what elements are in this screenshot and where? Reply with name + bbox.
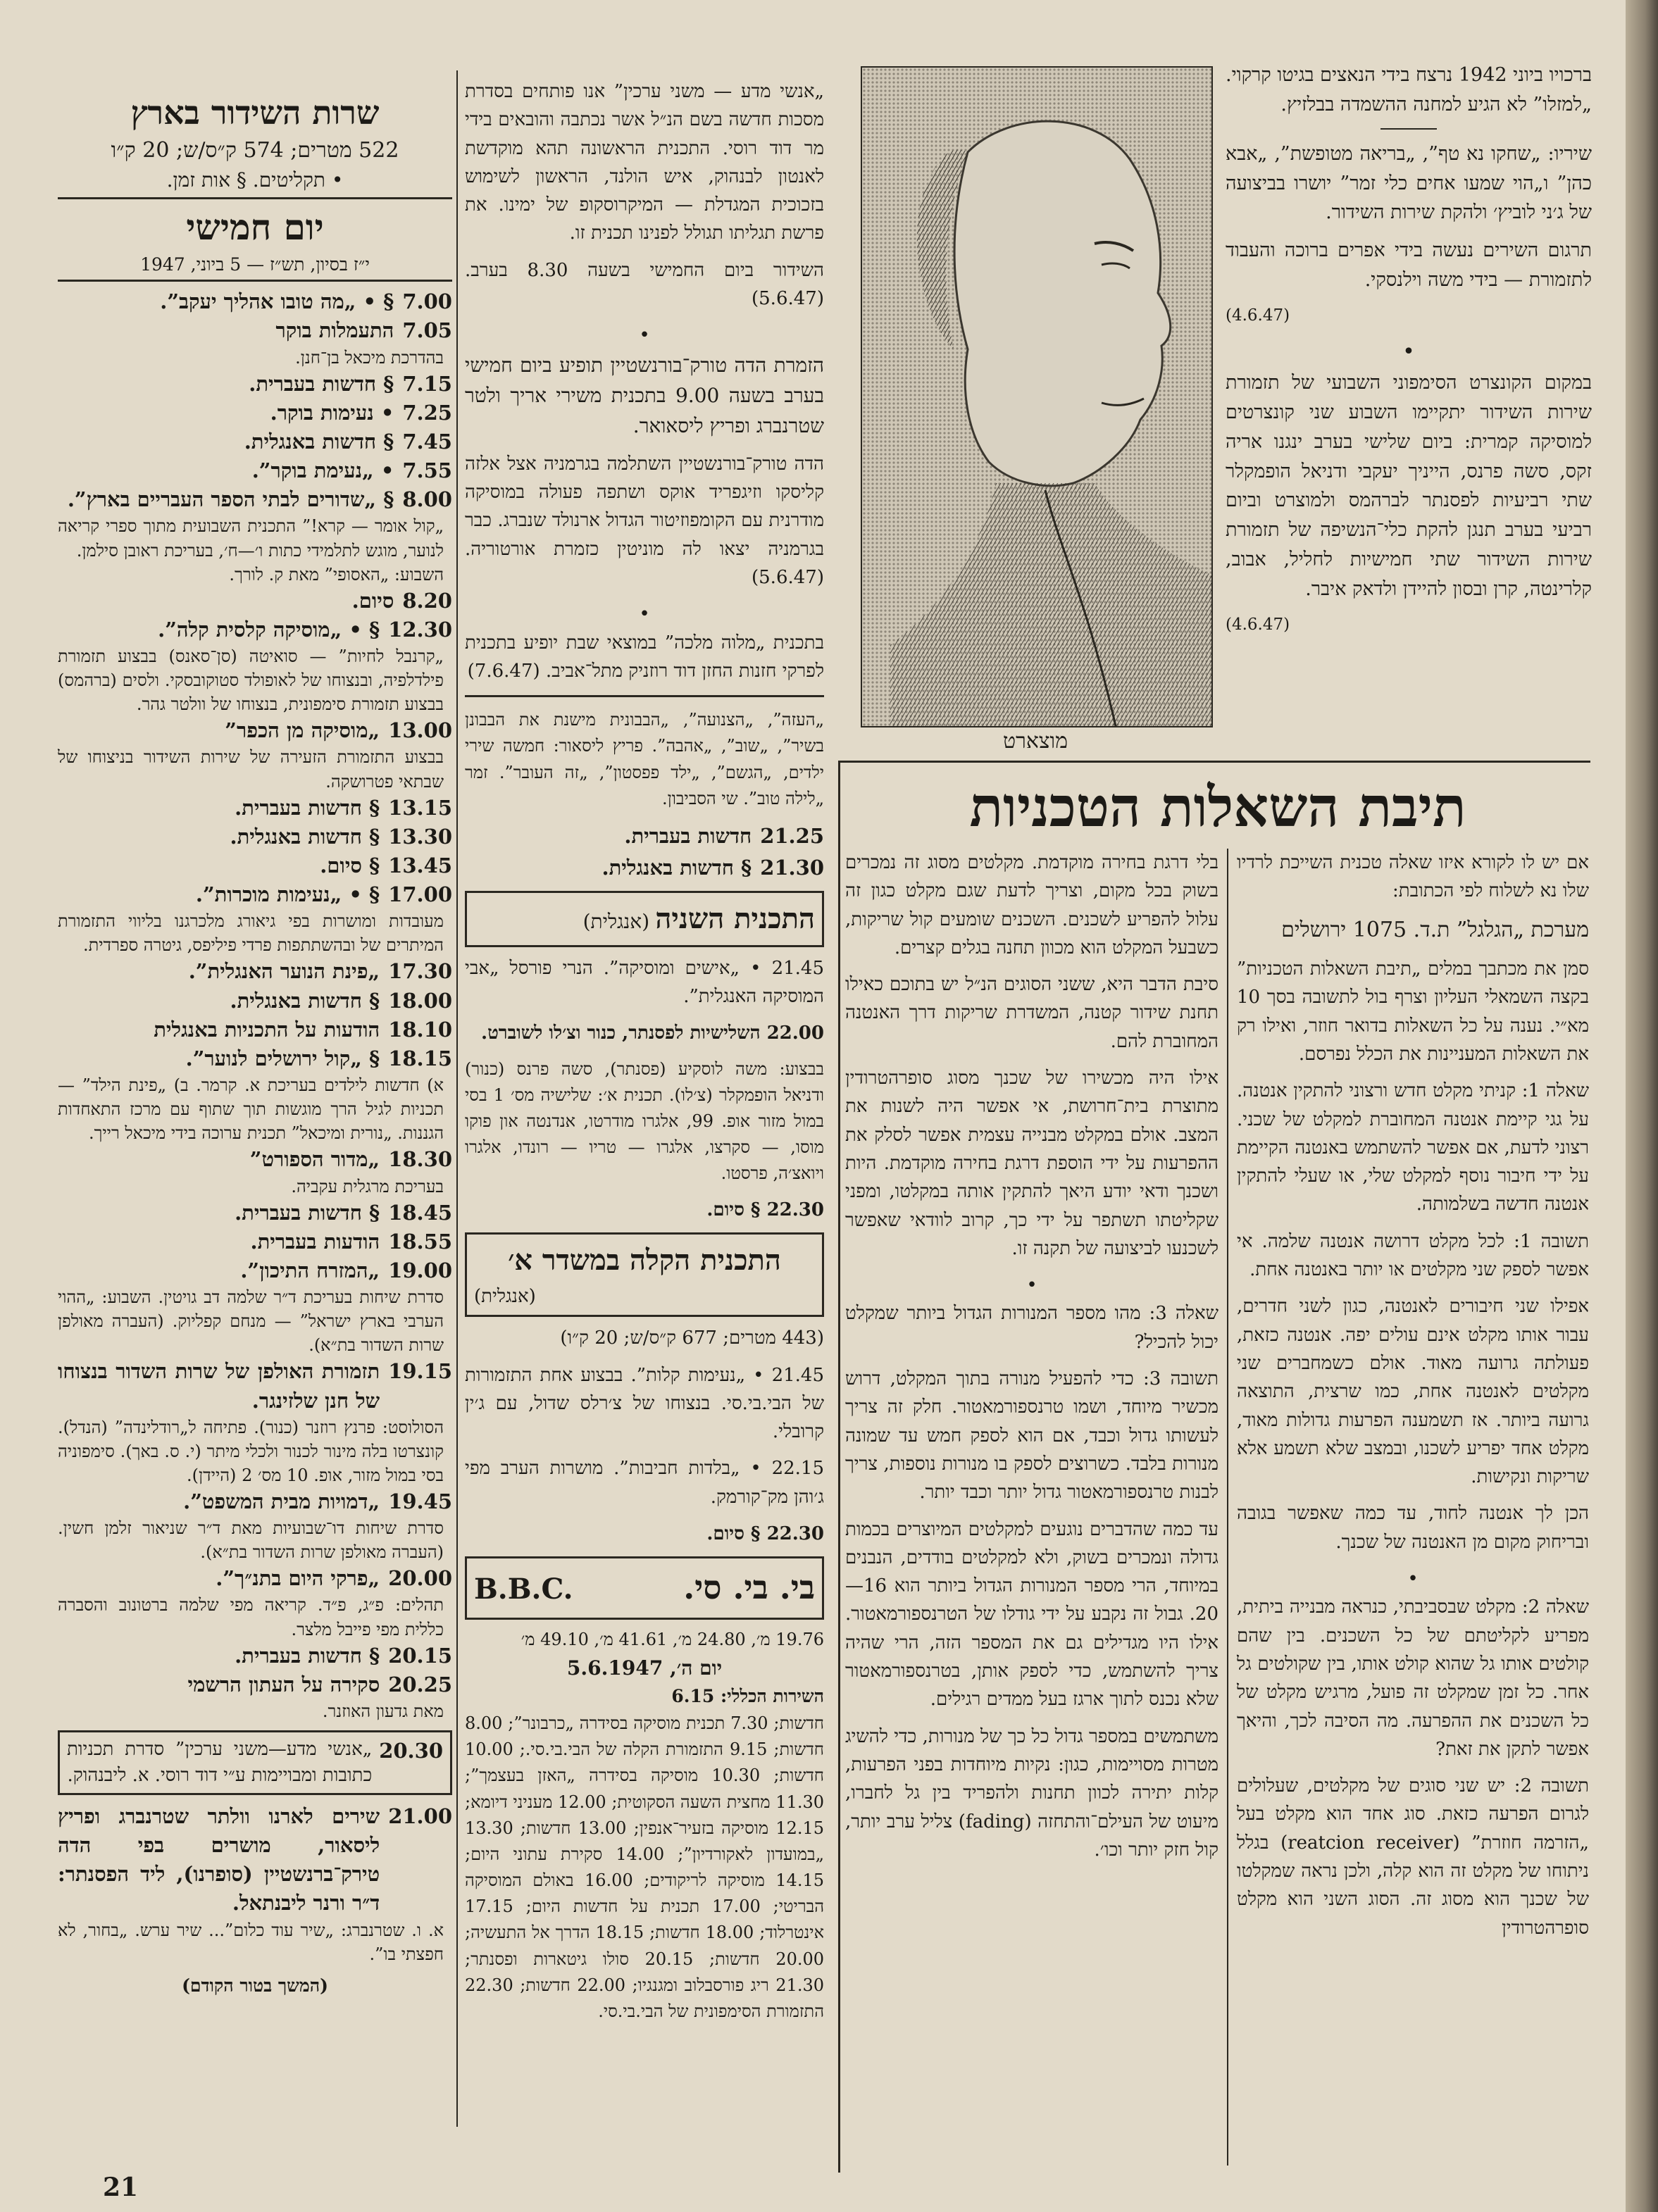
- program-note-date: השידור ביום החמישי בשעה 8.30 בערב. (5.6.47): [465, 259, 824, 310]
- schedule-time: 17.00: [388, 882, 452, 907]
- schedule-row: [58, 616, 452, 644]
- light-program-item: 21.45 • „נעימות קלות”. בבצוע אחת התזמורות של הבי.בי.סי. בנצוחו של צ׳רלס שדול, עם ג׳ין קרובלי.: [465, 1364, 824, 1443]
- schedule-item: „מוסיקה מן הכפר”: [225, 718, 380, 743]
- schedule-item: § חדשות בעברית.: [235, 1643, 380, 1668]
- schedule-row: [58, 1642, 452, 1670]
- schedule-row: [58, 587, 452, 616]
- schedule-frequency: 522 מטרים; 574 ק״ס/ש; 20 ק״ו: [111, 138, 399, 163]
- schedule-row: [58, 346, 452, 370]
- schedule-item: „פרקי היום בתנ״ך”.: [216, 1566, 380, 1591]
- schedule-item: „קרנבל לחיות” — סואיטה (סן־סאנס) בבצוע תזמורת פילדלפיה, ובנצוחו של לאופולד סטוקובסקי. ולסים (ברהמס) בבצוע תזמורת סימפונית, בנצוחו של וולטר גהר.: [58, 646, 444, 715]
- schedule-row: [58, 1175, 452, 1199]
- schedule-time: 20.15: [388, 1643, 452, 1668]
- schedule-item: „פינת הנוער האנגלית”.: [188, 959, 380, 984]
- schedule-item: בבצוע התזמורת הזעירה של שירות השידור בניצוחו של שבתאי פטרושקה.: [58, 747, 444, 792]
- paragraph-translation: תרגום השירים נעשה בידי אפרים ברוכה והעבוד לתזמורת — בידי משה וילנסקי.: [1226, 239, 1592, 292]
- date-note: (4.6.47): [1226, 615, 1290, 634]
- paragraph-concert: במקום הקונצרט הסימפוני השבועי של תזמורת שירות השידור יתקיימו השבוע שני קונצרטים למוסיקה קמרית: ביום שלישי בערב ינגנו אריה זקס, סשה פרנס, הייניך יעקבי ודניאל הופמקלר שתי רביעיות לפסנתר לברהמס ולמוצרט וביום רביעי בערב תנגן להקת כלי־הנשיפה של תזמורת שירות השידור שתי חמישיות לחליל, אבוב, קלרינטה, קרן ובסון להיידן ולדאק איבר.: [1226, 372, 1592, 600]
- schedule-item: § חדשות בעברית.: [235, 795, 380, 820]
- schedule-row: [58, 794, 452, 823]
- schedule-time: 13.15: [388, 795, 452, 820]
- tech-intro: אם יש לו לקורא איזו שאלה טכנית השייכת לרדיו שלו נא לשלוח לפי הכתובת:: [1237, 852, 1589, 902]
- schedule-item: מעובדות ומושרות בפי גיאורג מלכרגנו בליווי התזמורת המיתרים של ובהשתתפות פרדי פיליפס, גיטרה ספרדית.: [58, 911, 444, 956]
- schedule-item: „דמויות מבית המשפט”.: [183, 1489, 380, 1513]
- schedule-row: [58, 716, 452, 745]
- tech-address: מערכת „הגלגל” ת.ד. 1075 ירושלים: [1281, 917, 1589, 942]
- question-2: שאלה 2: מקלט שבסביבתי, כנראה מבנייה ביתית, מפריע לקליטתם של כל השכנים. בין שהם קולטים אותו גל שהוא קולט אותו, בין שקולטים גל אחר. כל זמן שמקלט זה פועל, מרגיש מקלט של כל השכנים את ההפרעה. מה הסיבה לכך, והיאך אפשר לתקן את זאת?: [1237, 1596, 1589, 1760]
- schedule-item: § • „מה טובו אהליך יעקב”.: [160, 289, 394, 314]
- schedule-row: [58, 987, 452, 1016]
- schedule-item: • נעימות בוקר.: [270, 400, 394, 425]
- schedule-date: י״ז בסיון, תש״ז — 5 ביוני, 1947: [140, 254, 370, 275]
- schedule-row: [58, 1357, 452, 1415]
- bullet-divider: •: [639, 604, 650, 625]
- schedule-item: § חדשות בעברית.: [235, 1200, 380, 1225]
- program-note: „אנשי מדע — משני ערכין” אנו פותחים בסדרת מסכות חדשה בשם הנ״ל אשר נכתבה והובאים בידי מר דוד רוסי. התכנית הראשונה תהא מוקדשת לאנטון לבנהוק, איש הולנד, הראשון לשימוש בזכוכית המגדלת — המיקרוסקופ של ימינו. את פרשת תגליתו תגולל לפנינו תכנית זו.: [465, 81, 824, 244]
- question-1: שאלה 1: קניתי מקלט חדש ורצוני להתקין אנטנה. על גגי קיימת אנטנה המחוברת למקלט של שכני. רצוני לדעת, אם אפשר להשתמש באנטנה הקיימת על ידי חיבור נוסף למקלט שלי, או שעלי להתקין אנטנה חדשה בשלמותה.: [1237, 1080, 1589, 1216]
- schedule-item: הסולוסט: פרנץ רוזנר (כנור). פתיחה ל„רודלינדה” (הנדל). קונצרטו בלה מינור לכנור ולכלי מיתר (י. ס. באך). סימפוניה בסי במול מזור, אופ. 10 מס׳ 2 (היידן).: [58, 1417, 444, 1485]
- schedule-item: השבוע: „האסופי” מאת ק. לורך.: [229, 564, 444, 585]
- portrait-illustration: [862, 68, 1211, 726]
- bbc-service: השירות הכללי: 6.15: [671, 1686, 824, 1707]
- schedule-row: [58, 485, 452, 514]
- schedule-time: 18.30: [388, 1147, 452, 1172]
- schedule-list: [58, 287, 452, 1723]
- schedule-row: [58, 514, 452, 562]
- second-program-item: 21.45 • „אישים ומוסיקה”. הנרי פורסל „אבי המוסיקה האנגלית”.: [465, 957, 824, 1008]
- second-program-item: 22.30 § סיום.: [706, 1199, 824, 1220]
- schedule-time: 13.00: [388, 718, 452, 743]
- schedule-row: [58, 1073, 452, 1145]
- schedule-row: [58, 370, 452, 399]
- schedule-time: 8.00: [402, 487, 452, 512]
- schedule-row: [58, 1285, 452, 1357]
- schedule-title: שרות השידור בארץ: [130, 94, 380, 132]
- cantor-note: בתכנית „מלוה מלכה” במוצאי שבת יופיע בתכנית לפרקי חזנות החזן דוד רוזניק מתל־אביב. (7.6.47): [465, 632, 824, 682]
- schedule-row: [58, 1802, 452, 1918]
- second-program-item: בבצוע: משה לוסקיע (פסנתר), סשה פרנס (כנור) ודניאל הופמקלר (צ׳לו). תכנית א׳: שלישיה מס׳ 1 בסי במול מזור אופ. 99, אלגרו מודרטו, אנדנטה און פוקו מוסו, — סקרצו, אלגרו — טריו — רונדו, אלגרו ויואצ׳ה, פרסטו.: [465, 1058, 824, 1184]
- light-program-item: 22.30 § סיום.: [706, 1523, 824, 1545]
- schedule-item: מאת גדעון האוזנר.: [322, 1701, 444, 1721]
- schedule-item: סיום.: [351, 588, 394, 613]
- schedule-item: א. ו. שטרנברג: „שיר עוד כלום”... שיר ערש. „בחור, לא חפצתי בו”.: [58, 1920, 444, 1964]
- schedule-legend: • תקליטים. § אות זמן.: [166, 168, 344, 192]
- schedule-time: 18.45: [388, 1200, 452, 1225]
- schedule-time: 13.30: [388, 824, 452, 849]
- answer-1-cont: אפילו שני חיבורים לאנטנה, כגון לשני חדרים, עבור אותו מקלט אינם עולים יפה. אנטנה כזאת, פעולתה גרועה מאוד. אולם כשמחברים שני מקלטים לאנטנה אחת, כמו שרצית, התוצאה גרועה ביותר. אז תשמענה הפרעות גדולות מאוד, מקלט אחד יפריע לשכנו, ובמצב שלא תשמע אלא שריקות ונקישות.: [1237, 1296, 1589, 1488]
- schedule-row: [58, 399, 452, 427]
- bullet-divider: •: [1402, 339, 1415, 364]
- schedule-time: 17.30: [388, 959, 452, 984]
- schedule-time: 7.55: [402, 458, 452, 483]
- schedule-row: [58, 1593, 452, 1641]
- schedule-time: 18.15: [388, 1046, 452, 1070]
- schedule-item: „קול אומר — קרא!” התכנית השבועית מתוך ספרי קריאה לנוער, מוגש לתלמידי כתות ו׳—ח׳, בעריכת ראובן סילמן.: [58, 516, 444, 561]
- tech-instructions: סמן את מכתבך במלים „תיבת השאלות הטכניות” בקצה השמאלי העליון וצרף בול לתשובה בסך 10 מא״י. נענה על כל השאלות בדואר חוזר, ואילו רק את השאלות המעניינות את הכלל נפרסם.: [1237, 958, 1589, 1065]
- paragraph-ghetto: ברכויו ביוני 1942 נרצח בידי הנאצים בגיטו קרקוי. „למזלו” לא הגיע למחנה ההשמדה בבלזיץ.: [1226, 64, 1592, 115]
- schedule-time: 20.25: [388, 1672, 452, 1697]
- page-number: 21: [103, 2173, 139, 2202]
- bbc-date: יום ה׳, 5.6.1947: [566, 1656, 723, 1680]
- songs-list: „העזה”, „הצנועה”, „הבבונית מישנת את הבבונן בשיר”, „שוב”, „אהבה”. פריץ ליסאור: חמשה שירי ילדים, „הגשם”, „ילד פפסטון”, „זה העובר”. זמר „לילה טוב”. שי הסביבון.: [465, 710, 824, 808]
- column-broadcast-schedule: [58, 90, 452, 2168]
- light-program-item: (443 מטרים; 677 ק״ס/ש; 20 ק״ו): [560, 1327, 824, 1349]
- answer-2-solution: אילו היה מכשירו של שכנך מסוג סופרהטרודין מתוצרת בית־חרושת, אי אפשר היה לשנות את המצב. אולם במקלט מבנייה עצמית אפשר לסלק את ההפרעות על ידי הוספת דרגת בחירה מוקדמת. היות ושכנך ודאי יודע היאך להתקין אותה במקלטו, ומפני שקליטתו תשתפר על ידי כך, קרוב לוודאי שאפשר לשכנעו לביצועה של תקנה זו.: [845, 1068, 1218, 1259]
- schedule-row: [58, 957, 452, 986]
- column-rule: [1227, 849, 1228, 2166]
- bbc-schedule: חדשות; 7.30 תכנית מוסיקה בסידרה „כרבונר”; 8.00 חדשות; 9.15 התזמורת הקלה של הבי.בי.סי.; 10.00 חדשות; 10.30 מוסיקה בסידרה „האזן בעצמך”; 11.30 מחצית השעה הסקוטית; 12.00 מעניני דיומא; 12.15 מוסיקה בזעיר־אנפין; 13.00 חדשות; 13.30 „במועדון לאקורדיון”; 14.00 סקירת עתוני היום; 14.15 מוסיקה לריקודים; 16.00 באולם המוסיקה הבריטי; 17.00 תכנית על חדשות היום; 17.15 אינטרלוד; 18.00 חדשות; 18.15 הדרך אל התעשיה; 20.00 חדשות; 20.15 סולו גיטארות ופסנתר; 21.30 ריג פורסבלוב ומגנגיו; 22.00 חדשות; 22.30 התזמורת הסימפונית של הבי.בי.סי.: [465, 1713, 824, 2022]
- schedule-item: תזמורת האולפן של שרות השדור בנצוחו של חנן שלזינגר.: [58, 1359, 380, 1413]
- tech-column-left: [845, 849, 1218, 2173]
- schedule-time: 21.00: [388, 1804, 452, 1828]
- schedule-row: 21.30 § חדשות באנגלית.: [602, 855, 824, 880]
- schedule-item: הודעות על התכניות באנגלית: [154, 1017, 380, 1042]
- schedule-time: 18.00: [388, 988, 452, 1013]
- schedule-row: [58, 1670, 452, 1699]
- question-3: שאלה 3: מהו מספר המנורות הגדול ביותר שמקלט יכול להכיל?: [845, 1303, 1218, 1353]
- schedule-row: [58, 1044, 452, 1073]
- schedule-item: סדרת שיחות בעריכת ד״ר שלמה דב גויטין. השבוע: „ההוי הערבי בארץ ישראל” — מנחם קפליוק. (העברה מאולפן שרות השדור בת״א).: [58, 1287, 444, 1356]
- schedule-row: [58, 287, 452, 316]
- mozart-portrait: [861, 66, 1213, 727]
- light-program-box: התכנית הקלה במשדר א׳ (אנגלית): [465, 1232, 824, 1317]
- tech-section-title: תיבת השאלות הטכניות: [969, 775, 1466, 839]
- schedule-row: [58, 644, 452, 716]
- schedule-row: [58, 563, 452, 587]
- portrait-caption: מוצארט: [1002, 729, 1068, 754]
- paragraph-songs: שיריו: „שחקו נא טף”, „בריאה מטופשת”, „אבא כהן” ו„הוי שמעו אחים כלי זמר” יושרו בביצועה של ג׳ני לוביץ׳ ולהקת שירות השידור.: [1226, 142, 1592, 224]
- light-program-item: 22.15 • „בלדות חביבות”. מושרות הערב מפי ג׳והן מק־קורמק.: [465, 1458, 824, 1508]
- schedule-time: 13.45: [388, 853, 452, 877]
- column-rule: [838, 761, 840, 2173]
- schedule-row: [58, 1918, 452, 1966]
- section-rule: [58, 197, 452, 199]
- boxed-program: 20.30 „אנשי מדע—משני ערכין” סדרת תכניות כתובות ומבויימות ע״י דוד רוסי. א. ליבנהוק.: [58, 1730, 452, 1795]
- answer-2-reason: סיבת הדבר היא, ששני הסוגים הנ״ל יש בתוכם כאילו תחנת שידור קטנה, המשדרת שריקות דרך האנטנה המחוברת להם.: [845, 974, 1218, 1052]
- schedule-day: יום חמישי: [186, 206, 324, 248]
- schedule-row: [58, 456, 452, 485]
- schedule-item: סקירה על העתון הרשמי: [187, 1672, 380, 1697]
- schedule-item: „מדור הספורט”: [249, 1147, 380, 1172]
- schedule-item: § חדשות בעברית.: [249, 371, 394, 396]
- bullet-divider: •: [1407, 1568, 1419, 1590]
- section-rule: [58, 280, 452, 282]
- schedule-row: [58, 1699, 452, 1723]
- bbc-box: בי. בי. סי. B.B.C.: [465, 1556, 824, 1619]
- schedule-time: 18.55: [388, 1229, 452, 1254]
- schedule-item: § סיום.: [320, 853, 380, 877]
- schedule-row: [58, 427, 452, 456]
- schedule-item: „המזרח התיכון”.: [240, 1258, 380, 1282]
- divider: [1380, 128, 1437, 130]
- schedule-item: § חדשות באנגלית.: [230, 824, 380, 849]
- bbc-wavelengths: 19.76 מ׳, 24.80 מ׳, 41.61 מ׳, 49.10 מ׳: [521, 1629, 824, 1649]
- answer-3-end: משתמשים במספר גדול כל כך של מנורות, כדי להשיג מטרות מסויימות, כגון: נקיות מיוחדות בפני הפרעות, קלות יתירה לכוון תחנות ולהפריד בין גל לחברו, מיעוט של העילם־והתחזה (fading) צליל ערב יותר, קול חזק יותר וכו׳.: [845, 1725, 1218, 1861]
- singer-bio: הדה טורק־בורנשטיין השתלמה בגרמניה אצל אלזה קליסקו וזיגפריד אוקס ושתפה פעולה במוסיקה מודרנית עם הקומפוזיטור הגדול ארנולד שנברג. כבר בגרמניה יצאו לה מוניטין כזמרת אורטוריה. (5.6.47): [465, 453, 824, 589]
- section-rule: [465, 695, 824, 697]
- column-right-notes: [1226, 61, 1592, 758]
- schedule-item: § „שדורים לבתי הספר העבריים בארץ”.: [67, 487, 394, 512]
- schedule-time: 19.00: [388, 1258, 452, 1282]
- schedule-time: 20.00: [388, 1566, 452, 1591]
- bullet-divider: •: [639, 325, 650, 346]
- schedule-item: א) חדשות לילדים בעריכת א. קרמר. ב) „פינת הילד” — תכניות לגיל הרך מוגשות תוך שתוף עם מרכז התאחדות הגננות. „נורית ומיכאל” תכנית ערוכה בידי מיכאל רייך.: [58, 1075, 444, 1144]
- schedule-time: 7.05: [402, 318, 452, 343]
- page-edge: [1626, 0, 1658, 2212]
- schedule-time: 7.25: [402, 400, 452, 425]
- column-programs: [465, 77, 824, 2134]
- schedule-row: [58, 1227, 452, 1256]
- schedule-item: § • „מוסיקה קלסית קלה”.: [158, 617, 380, 642]
- bullet-divider: •: [1026, 1275, 1037, 1296]
- schedule-time: 7.45: [402, 429, 452, 454]
- date-note: (4.6.47): [1226, 306, 1290, 325]
- answer-3-cont: עד כמה שהדברים נוגעים למקלטים המיוצרים בכמות גדולה ונמכרים בשוק, ולא למקלטים בודדים, הנבנים במיוחד, הרי מספר המנורות הגדול ביותר הוא 16—20. גבול זה נקבע על ידי גודלו של הטרנספורמאטור. אילו היו מגדילים גם את המספר הזה, הרי שהיה צריך להשתמש, כדי לספק אותן, בטרנספורמאטור שלא נכנס לתוך ארגז בעל ממדים רגילים.: [845, 1518, 1218, 1711]
- schedule-row: [58, 745, 452, 793]
- column-rule: [456, 70, 458, 2127]
- schedule-item: § • „נעימות מוכרות”.: [195, 882, 380, 907]
- schedule-item: התעמלות בוקר: [275, 318, 394, 343]
- answer-2-cont: בלי דרגת בחירה מוקדמת. מקלטים מסוג זה נמכרים בשוק בכל מקום, וצריך לדעת שגם מקלט כגון זה עלול להפריע לשכנים. השכנים שומעים קול שריקות, כשבעל המקלט הוא מכוון תחנה בגלים קצרים.: [845, 852, 1218, 958]
- schedule-row: 21.25 חדשות בעברית.: [624, 823, 824, 848]
- schedule-row: [58, 909, 452, 957]
- second-program-box: התכנית השניה (אנגלית): [465, 891, 824, 947]
- answer-3: תשובה 3: כדי להפעיל מנורה בתוך המקלט, דרוש מכשיר מיוחד, ושמו טרנספורמאטור. חלק זה צריך לעשותו גדול וכבד, אם הוא לספק חמש עד שמונה מנורות בלבד. כשרוצים לספק בו מנורות נוספות, צריך לבנות טרנספורמאטור גדול יותר וכבד יותר.: [845, 1368, 1218, 1504]
- schedule-list: [58, 1802, 452, 1966]
- schedule-row: [58, 851, 452, 880]
- schedule-item: הודעות בעברית.: [250, 1229, 380, 1254]
- schedule-item: שירים לארנו וולתר שטרנברג ופריץ ליסאור, מושרים בפי הדה טירק־ברנשטיין (סופרנו), ליד הפסנתר: ד״ר ורנר ליבנתאל.: [58, 1804, 380, 1916]
- schedule-row: [58, 1199, 452, 1227]
- schedule-row: [58, 1416, 452, 1487]
- schedule-time: 7.00: [402, 289, 452, 314]
- schedule-time: 7.15: [402, 371, 452, 396]
- schedule-item: בהדרכת מיכאל בן־חנן.: [295, 347, 444, 368]
- schedule-item: בעריכת מרגלית עקביה.: [291, 1176, 444, 1196]
- tech-column-right: [1237, 849, 1589, 2173]
- schedule-item: § „קול ירושלים לנוער”.: [185, 1046, 380, 1070]
- schedule-row: [58, 1016, 452, 1044]
- section-rule: [838, 761, 1590, 763]
- schedule-row: [58, 880, 452, 909]
- schedule-row: [58, 1516, 452, 1564]
- schedule-item: סדרת שיחות דו־שבועיות מאת ד״ר שניאור זלמן חשין. (העברה מאולפן שרות השדור בת״א).: [58, 1518, 444, 1563]
- schedule-item: § חדשות באנגלית.: [230, 988, 380, 1013]
- schedule-item: • „נעימת בוקר”.: [251, 458, 394, 483]
- schedule-item: § חדשות באנגלית.: [244, 429, 394, 454]
- answer-2: תשובה 2: יש שני סוגים של מקלטים, שעלולים לגרום הפרעה כזאת. סוג אחד הוא מקלט בעל „הזרמה חוזרת” (reatcion receiver) בגלל ניתוחו של מקלט זה הוא קלה, ולכן נראה שמקלטו של שכנך הוא מסוג זה. הסוג השני הוא מקלט סופרהטרודין: [1237, 1775, 1589, 1939]
- schedule-time: 19.15: [388, 1359, 452, 1384]
- schedule-row: [58, 1145, 452, 1174]
- schedule-time: 19.45: [388, 1489, 452, 1513]
- schedule-time: 18.10: [388, 1017, 452, 1042]
- answer-1-end: הכן לך אנטנה לחוד, עד כמה שאפשר בגובה ובריחוק מקום מן האנטנה של שכנך.: [1237, 1503, 1589, 1553]
- schedule-row: [58, 316, 452, 345]
- schedule-time: 12.30: [388, 617, 452, 642]
- schedule-row: [58, 823, 452, 851]
- schedule-row: [58, 1564, 452, 1593]
- schedule-time: 8.20: [402, 588, 452, 613]
- schedule-row: [58, 1256, 452, 1285]
- second-program-item: 22.00 השלישיות לפסנתר, כנור וצ׳לו לשוברט.: [481, 1023, 824, 1044]
- schedule-item: תהלים: פ״ג, פ״ד. קריאה מפי שלמה ברטונוב והסברה כללית מפי פייבל מלצר.: [58, 1595, 444, 1639]
- schedule-row: [58, 1487, 452, 1516]
- answer-1: תשובה 1: לכל מקלט דרושה אנטנה שלמה. אי אפשר לספק שני מקלטים או יותר באנטנה אחת.: [1237, 1230, 1589, 1281]
- continued-note: (המשך בטור הקודם): [182, 1975, 328, 1996]
- singer-note: הזמרת הדה טורק־בורנשטיין תופיע ביום חמישי בערב בשעה 9.00 בתכנית משירי אריך ולטר שטרנברג ופריץ ליסאואר.: [465, 353, 824, 438]
